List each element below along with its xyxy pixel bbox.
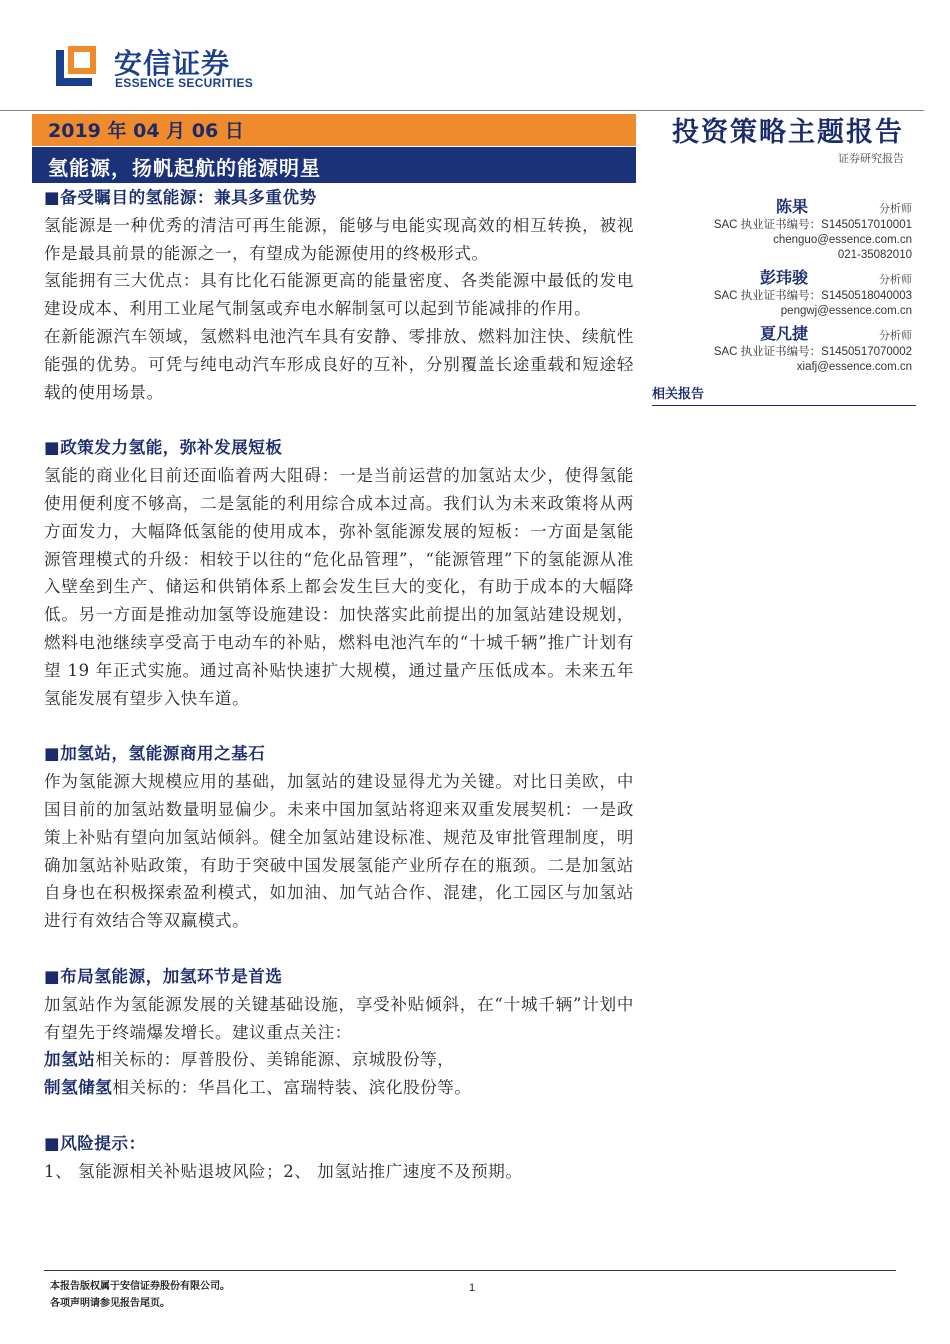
logo-chinese: 安信证券 bbox=[114, 47, 231, 80]
analyst-cert: SAC 执业证书编号：S1450518040003 bbox=[713, 290, 912, 302]
section-title: ■政策发力氢能，弥补发展短板 bbox=[44, 438, 283, 458]
main-content bbox=[44, 184, 634, 1186]
footer-line: 各项声明请参见报告尾页。 bbox=[50, 1298, 170, 1309]
analyst-email[interactable]: pengwj@essence.com.cn bbox=[780, 305, 912, 317]
analyst-role: 分析师 bbox=[879, 273, 912, 286]
analyst-email[interactable]: chenguo@essence.com.cn bbox=[773, 234, 912, 246]
analyst-cert: SAC 执业证书编号：S1450517010001 bbox=[713, 219, 912, 231]
report-title: 氢能源，扬帆起航的能源明星 bbox=[48, 156, 321, 180]
paragraph: 1、 氢能源相关补贴退坡风险；2、 加氢站推广速度不及预期。 bbox=[44, 1161, 523, 1181]
section-title: ■备受瞩目的氢能源：兼具多重优势 bbox=[44, 188, 317, 207]
target-category: 加氢站 bbox=[44, 1050, 96, 1070]
analyst-role: 分析师 bbox=[879, 329, 912, 342]
paragraph: 在新能源汽车领域，氢燃料电池汽车具有安静、零排放、燃料加注快、续航性能强的优势。可凭与纯电动汽车形成良好的互补，分别覆盖长途重载和短途轻载的使用场景。 bbox=[44, 326, 634, 402]
section-title: ■风险提示： bbox=[44, 1133, 146, 1153]
company-logo bbox=[54, 42, 254, 94]
analyst-name: 陈果 bbox=[775, 197, 808, 216]
analyst-panel bbox=[652, 196, 916, 379]
analyst-email[interactable]: xiafj@essence.com.cn bbox=[796, 361, 912, 373]
analyst-cert: SAC 执业证书编号：S1450517070002 bbox=[713, 346, 912, 358]
target-stocks: 相关标的：华昌化工、富瑞特装、滨化股份等。 bbox=[112, 1078, 472, 1098]
paragraph: 氢能的商业化目前还面临着两大阻碍：一是当前运营的加氢站太少，使得氢能使用便利度不够高，二是氢能的利用综合成本过高。我们认为未来政策将从两方面发力，大幅降低氢能的使用成本，弥补氢能源发展的短板：一方面是氢能源管理模式的升级：相较于以往的“危化品管理”，“能源管理”下的氢能源从准入壁垒到生产、储运和供销体系上都会发生巨大的变化，有助于成本的大幅降低。另一方面是推动加氢等设施建设：加快落实此前提出的加氢站建设规划，燃料电池继续享受高于电动车的补贴，燃料电池汽车的“十城千辆”推广计划有望 19 年正式实施。通过高补贴快速扩大规模，通过量产压低成本。未来五年氢能发展有望步入快车道。 bbox=[44, 466, 634, 708]
logo-mark-icon bbox=[54, 44, 98, 88]
analyst-name: 彭玮骏 bbox=[759, 268, 808, 287]
target-stocks: 相关标的：厚普股份、美锦能源、京城股份等， bbox=[95, 1050, 455, 1070]
footer-line: 本报告版权属于安信证券股份有限公司。 bbox=[50, 1281, 230, 1292]
analyst-card bbox=[652, 323, 914, 375]
target-line bbox=[44, 1046, 634, 1074]
footer-divider bbox=[44, 1270, 896, 1271]
analyst-card bbox=[652, 196, 914, 263]
analyst-phone: 021-35082010 bbox=[837, 249, 912, 261]
paragraph: 作为氢能源大规模应用的基础，加氢站的建设显得尤为关键。对比日美欧，中国目前的加氢站数量明显偏少。未来中国加氢站将迎来双重发展契机：一是政策上补贴有望向加氢站倾斜。健全加氢站建设标准、规范及审批管理制度，明确加氢站补贴政策，有助于突破中国发展氢能产业所存在的瓶颈。二是加氢站自身也在积极探索盈利模式，如加油、加气站合作、混建，化工园区与加氢站进行有效结合等双赢模式。 bbox=[44, 772, 634, 931]
target-category: 制氢储氢 bbox=[44, 1078, 113, 1098]
analyst-name: 夏凡捷 bbox=[759, 324, 808, 343]
analyst-role: 分析师 bbox=[879, 202, 912, 215]
paragraph: 氢能拥有三大优点：具有比化石能源更高的能量密度、各类能源中最低的发电建设成本、利用工业尾气制氢或弃电水解制氢可以起到节能减排的作用。 bbox=[44, 271, 634, 319]
paragraph: 氢能源是一种优秀的清洁可再生能源，能够与电能实现高效的相互转换，被视作是最具前景的能源之一，有望成为能源使用的终极形式。 bbox=[44, 215, 634, 263]
target-line bbox=[44, 1074, 634, 1102]
section-title: ■加氢站，氢能源商用之基石 bbox=[44, 744, 266, 764]
footer-disclaimer bbox=[50, 1278, 230, 1312]
report-date: 2019 年 04 月 06 日 bbox=[48, 120, 244, 142]
paragraph: 加氢站作为氢能源发展的关键基础设施，享受补贴倾斜，在“十城千辆”计划中有望先于终端爆发增长。建议重点关注： bbox=[44, 994, 634, 1042]
related-reports-heading: 相关报告 bbox=[652, 383, 916, 406]
section-title: ■布局氢能源，加氢环节是首选 bbox=[44, 966, 283, 986]
report-type: 投资策略主题报告 bbox=[672, 117, 904, 148]
analyst-card bbox=[652, 267, 914, 319]
page-number: 1 bbox=[469, 1282, 476, 1294]
report-subtitle: 证券研究报告 bbox=[838, 152, 904, 165]
logo-english: ESSENCE SECURITIES bbox=[115, 76, 254, 90]
